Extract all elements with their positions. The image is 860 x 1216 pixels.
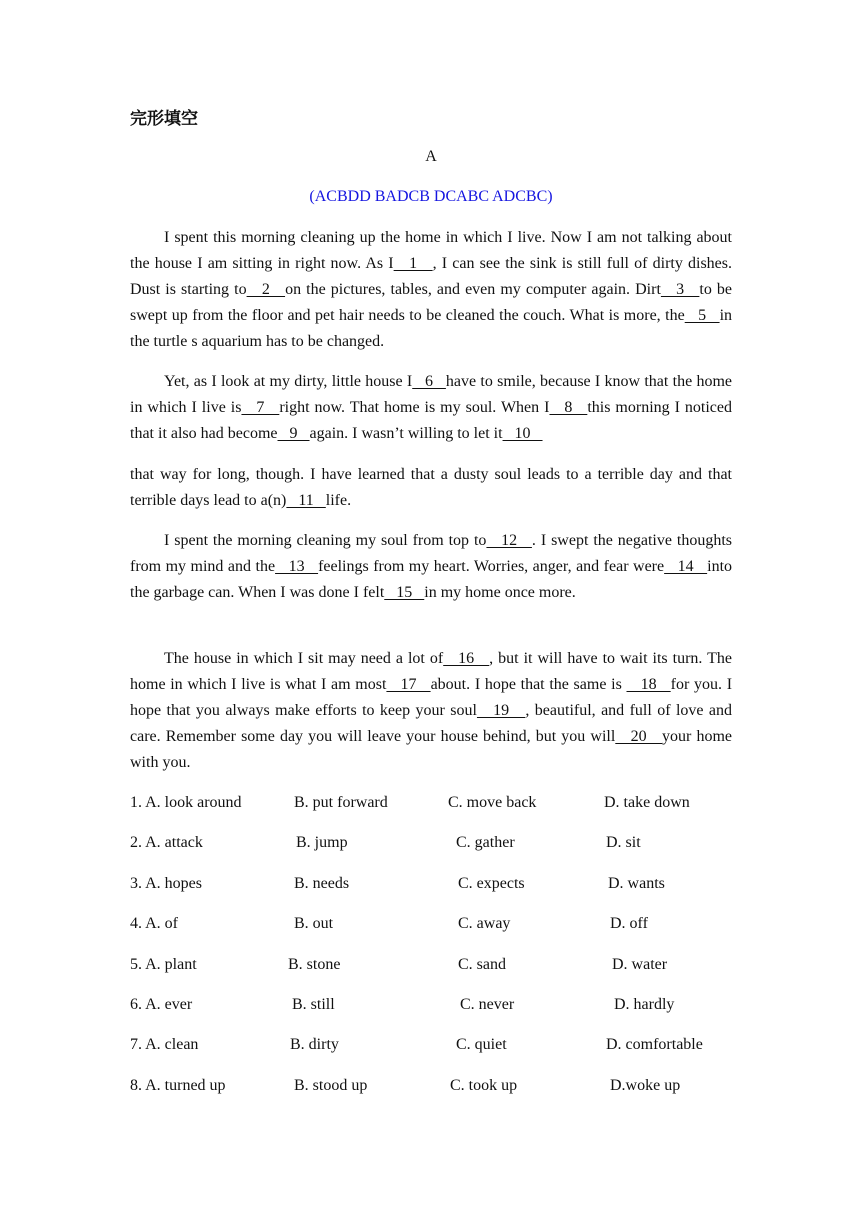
blank-number: 11	[286, 492, 326, 509]
blank-number: 5	[684, 307, 720, 324]
paragraph-text: Yet, as I look at my dirty, little house I	[164, 373, 413, 390]
paragraph-text: . I swept the negative thoughts from my mind and the	[130, 532, 733, 575]
paragraph-text: your home with you.	[130, 728, 733, 771]
option-a: 3. A. hopes	[130, 875, 202, 892]
paragraph-1	[130, 225, 732, 355]
option-row	[130, 830, 750, 856]
paragraph-text: The house in which I sit may need a lot of	[164, 650, 444, 667]
option-d: D. water	[612, 956, 668, 973]
option-b: B. out	[294, 915, 334, 932]
paragraph-text: I spent the morning cleaning my soul from top to	[164, 532, 487, 549]
answer-key: (ACBDD BADCB DCABC ADCBC)	[309, 188, 553, 205]
blank-number: 14	[664, 558, 708, 575]
option-c: C. quiet	[456, 1036, 507, 1053]
option-b: B. needs	[294, 875, 350, 892]
option-row	[130, 1032, 750, 1058]
option-a: 6. A. ever	[130, 996, 193, 1013]
paragraph-text: , beautiful, and full of love and care. Remember some day you will leave your house behind, but you will	[130, 702, 732, 745]
paragraph-text: on the pictures, tables, and even my computer again. Dirt	[285, 281, 661, 298]
option-b: B. jump	[296, 834, 348, 851]
option-d: D. hardly	[614, 996, 675, 1013]
option-b: B. stone	[288, 956, 341, 973]
option-c: C. sand	[458, 956, 506, 973]
blank-number: 13	[275, 558, 319, 575]
blank-number: 12	[486, 532, 532, 549]
option-b: B. dirty	[290, 1036, 339, 1053]
blank-number: 18	[626, 676, 671, 693]
option-c: C. move back	[448, 794, 537, 811]
option-c: C. never	[460, 996, 515, 1013]
section-title: A	[425, 148, 437, 165]
paragraph-text: in the turtle s aquarium has to be changed.	[130, 307, 733, 350]
option-a: 8. A. turned up	[130, 1077, 226, 1094]
blank-number: 20	[615, 728, 663, 745]
option-c: C. gather	[456, 834, 515, 851]
paragraph-text: right now. That home is my soul. When I	[279, 399, 550, 416]
paragraph-2	[130, 369, 732, 447]
paragraph-text: feelings from my heart. Worries, anger, and fear were	[318, 558, 665, 575]
blank-number: 1	[393, 255, 433, 272]
option-row	[130, 992, 750, 1018]
option-row	[130, 871, 750, 897]
document-heading: 完形填空	[130, 109, 198, 129]
option-d: D. comfortable	[606, 1036, 703, 1053]
paragraph-text: I spent this morning cleaning up the home in which I live. Now I am not talking about the house I am sitting in right now. As I	[130, 229, 732, 272]
option-row	[130, 1073, 750, 1099]
paragraph-text: for you. I hope that you always make efforts to keep your soul	[130, 676, 733, 719]
paragraph-text: have to smile, because I know that the home in which I live is	[130, 373, 733, 416]
option-d: D. sit	[606, 834, 641, 851]
blank-number: 7	[241, 399, 280, 416]
option-a: 2. A. attack	[130, 834, 203, 851]
option-a: 4. A. of	[130, 915, 178, 932]
blank-number: 6	[412, 373, 446, 390]
option-c: C. took up	[450, 1077, 518, 1094]
paragraph-4	[130, 646, 732, 776]
paragraph-text: again. I wasn’t willing to let it	[309, 425, 503, 442]
paragraph-text: this morning I noticed that it also had become	[130, 399, 733, 442]
option-row	[130, 790, 750, 816]
blank-number: 16	[443, 650, 490, 667]
paragraph-text: about. I hope that the same is	[430, 676, 627, 693]
option-b: B. put forward	[294, 794, 388, 811]
blank-number: 10	[502, 425, 543, 442]
option-b: B. stood up	[294, 1077, 368, 1094]
blank-number: 17	[386, 676, 431, 693]
option-c: C. away	[458, 915, 511, 932]
paragraph-text: , but it will have to wait its turn. The home in which I live is what I am most	[130, 650, 733, 693]
option-d: D.woke up	[610, 1077, 681, 1094]
paragraph-text: to be swept up from the floor and pet hair needs to be cleaned the couch. What is more, the	[130, 281, 733, 324]
paragraph-text: that way for long, though. I have learned that a dusty soul leads to a terrible day and that terrible days lead to a(n)	[130, 466, 732, 509]
blank-number: 8	[549, 399, 588, 416]
option-row	[130, 911, 750, 937]
option-d: D. wants	[608, 875, 665, 892]
blank-number: 9	[277, 425, 310, 442]
paragraph-2-continued	[130, 462, 732, 514]
option-a: 5. A. plant	[130, 956, 197, 973]
paragraph-text: into the garbage can. When I was done I felt	[130, 558, 733, 601]
option-d: D. take down	[604, 794, 690, 811]
blank-number: 15	[384, 584, 425, 601]
option-a: 7. A. clean	[130, 1036, 199, 1053]
option-row	[130, 952, 750, 978]
paragraph-text: life.	[325, 492, 352, 509]
option-d: D. off	[610, 915, 648, 932]
option-c: C. expects	[458, 875, 525, 892]
blank-number: 2	[246, 281, 286, 298]
paragraph-text: , I can see the sink is still full of dirty dishes. Dust is starting to	[130, 255, 733, 298]
blank-number: 3	[660, 281, 700, 298]
option-b: B. still	[292, 996, 335, 1013]
paragraph-3	[130, 528, 732, 606]
paragraph-text: in my home once more.	[424, 584, 576, 601]
blank-number: 19	[476, 702, 526, 719]
option-a: 1. A. look around	[130, 794, 242, 811]
